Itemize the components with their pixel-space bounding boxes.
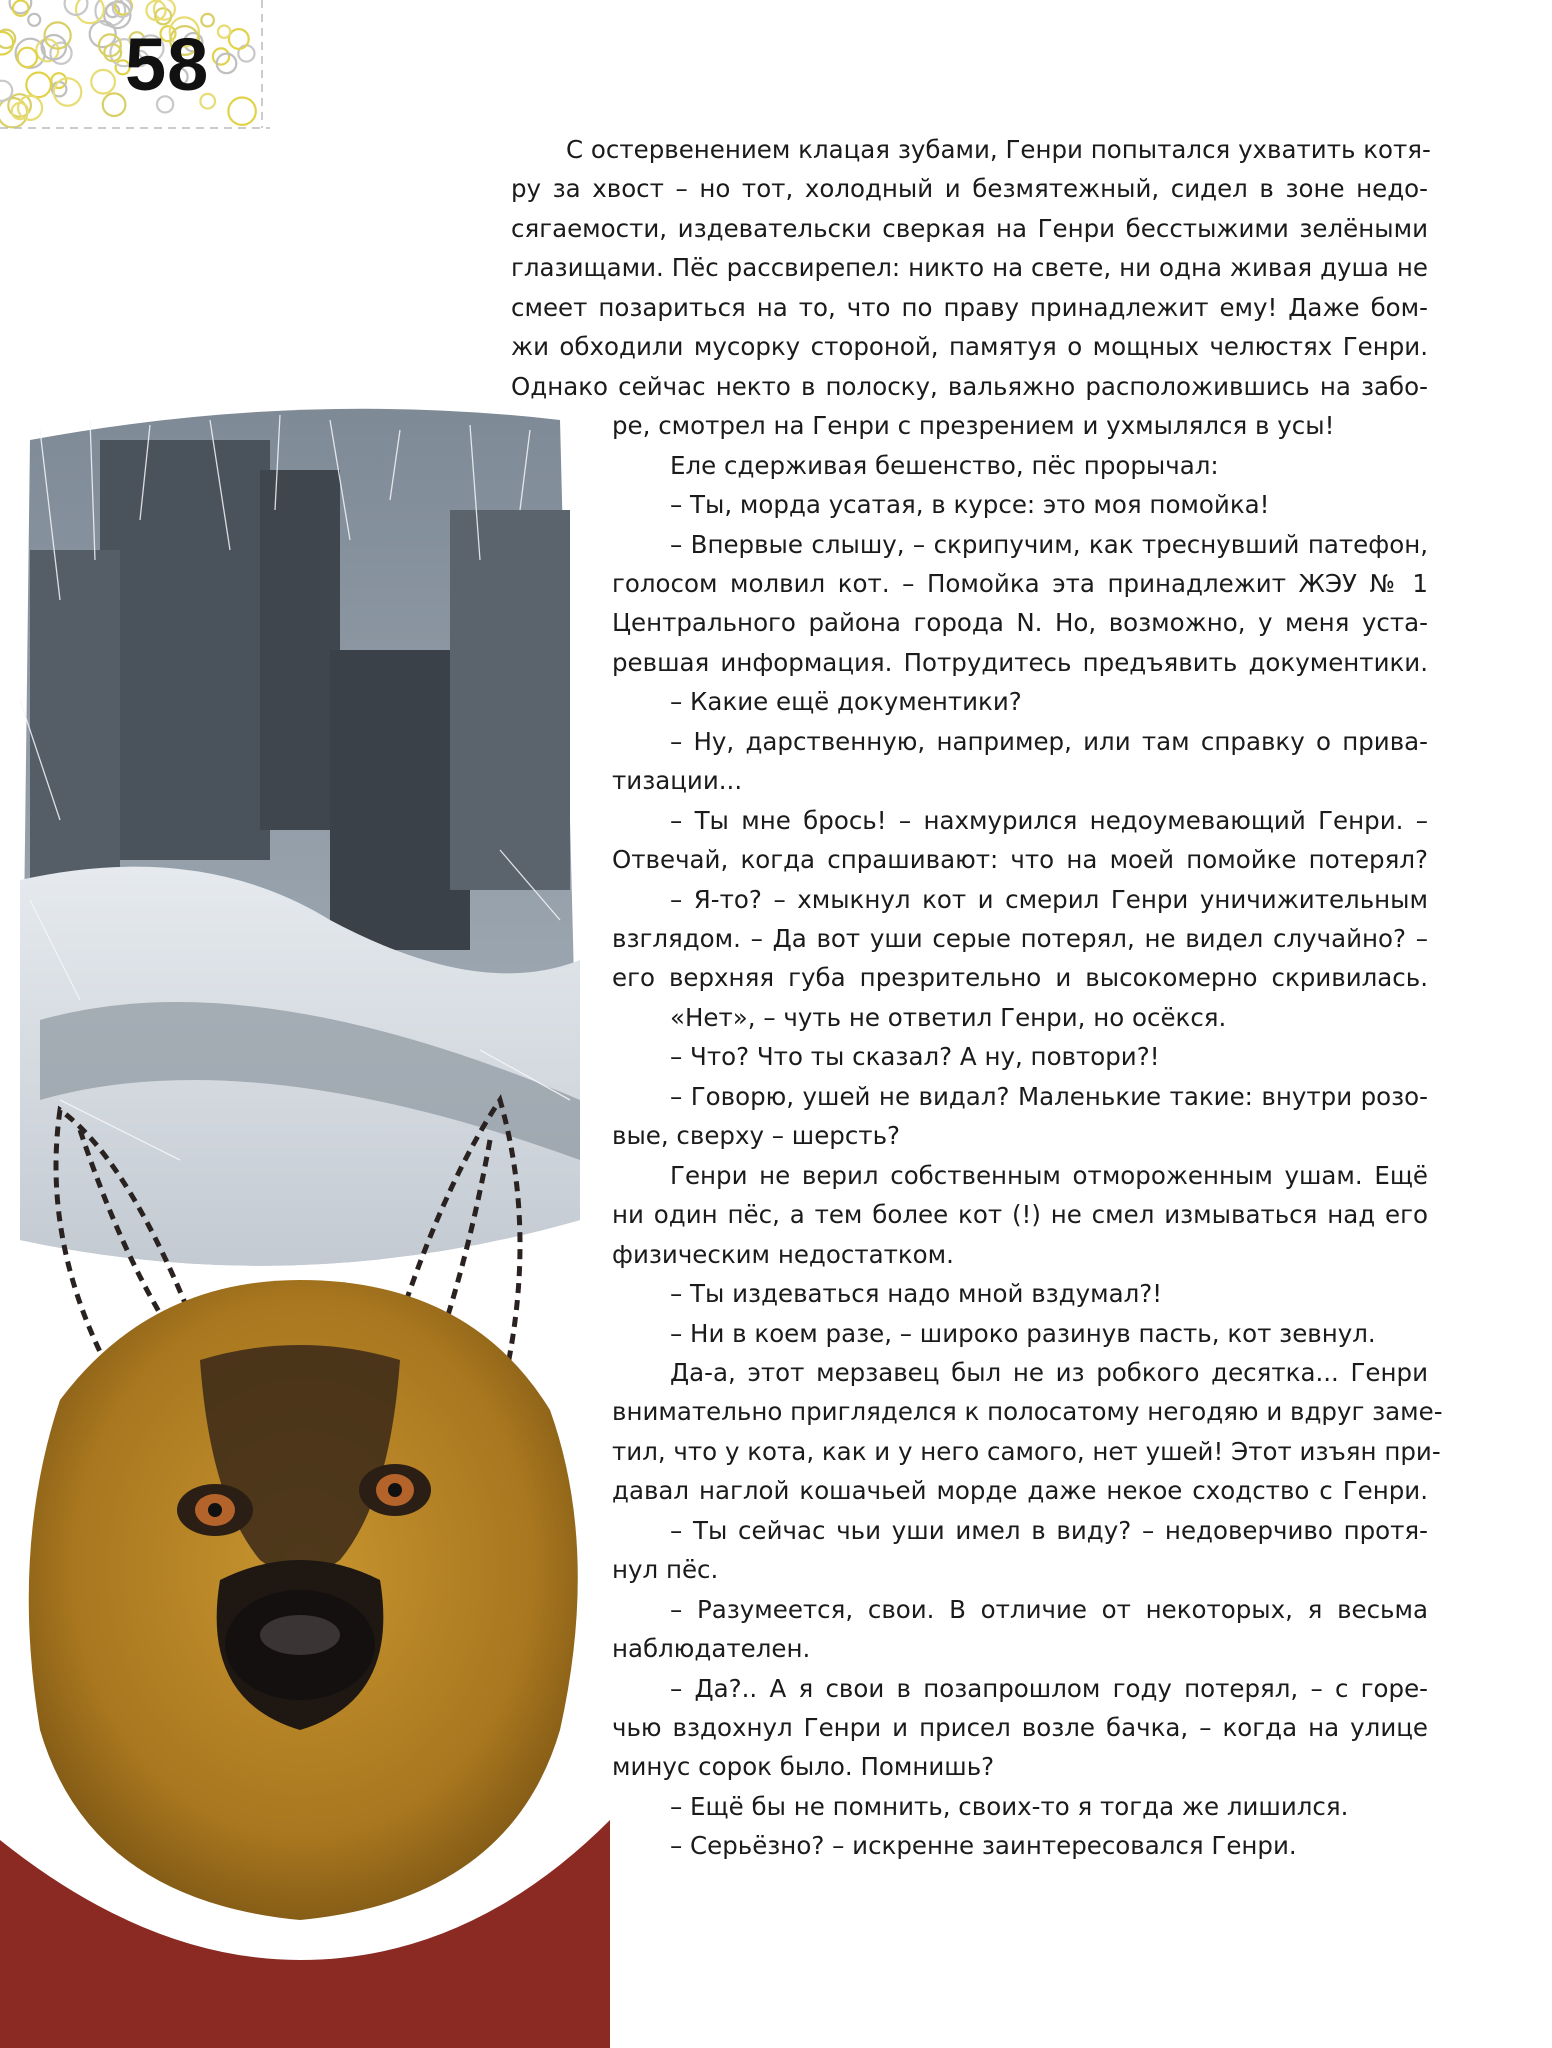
- text-line: – Ты, морда усатая, в курсе: это моя помойка!: [670, 490, 1270, 520]
- text-line: глазищами. Пёс рассвирепел: никто на свете, ни одна живая душа не: [511, 253, 1428, 283]
- text-line: – Ты издеваться надо мной вздумал?!: [670, 1279, 1163, 1309]
- text-line: – Ты сейчас чьи уши имел в виду? – недоверчиво протя-: [670, 1515, 1428, 1545]
- text-line: – Впервые слышу, – скрипучим, как треснувший патефон,: [670, 529, 1428, 559]
- text-line: – Ты мне брось! – нахмурился недоумевающий Генри. –: [670, 805, 1428, 835]
- text-line: ру за хвост – но тот, холодный и безмятежный, сидел в зоне недо-: [511, 174, 1428, 204]
- text-line: – Ну, дарственную, например, или там справку о прива-: [670, 726, 1428, 756]
- text-line: – Какие ещё документики?: [670, 687, 1022, 717]
- text-line: давал наглой кошачьей морде даже некое сходство с Генри.: [612, 1476, 1428, 1506]
- text-line: – Говорю, ушей не видал? Маленькие такие: внутри розо-: [670, 1081, 1428, 1111]
- text-line: – Серьёзно? – искренне заинтересовался Генри.: [670, 1831, 1297, 1861]
- text-line: Центрального района города N. Но, возможно, у меня уста-: [612, 608, 1428, 638]
- text-line: ре, смотрел на Генри с презрением и ухмылялся в усы!: [612, 411, 1335, 441]
- text-line: С остервенением клацая зубами, Генри попытался ухватить котя-: [566, 135, 1431, 164]
- text-line: жи обходили мусорку стороной, памятуя о мощных челюстях Генри.: [511, 332, 1428, 362]
- text-line: «Нет», – чуть не ответил Генри, но осёкся.: [670, 1002, 1227, 1032]
- text-line: тил, что у кота, как и у него самого, нет ушей! Этот изъян при-: [612, 1436, 1441, 1466]
- text-line: – Ещё бы не помнить, своих-то я тогда же лишился.: [670, 1791, 1349, 1821]
- text-line: – Да?.. А я свои в позапрошлом году потерял, – с горе-: [670, 1673, 1428, 1703]
- text-line: его верхняя губа презрительно и высокомерно скривилась.: [612, 963, 1428, 993]
- text-line: минус сорок было. Помнишь?: [612, 1752, 995, 1782]
- text-line: – Что? Что ты сказал? А ну, повтори?!: [670, 1042, 1160, 1072]
- text-line: Отвечай, когда спрашивают: что на моей помойке потерял?: [612, 845, 1428, 875]
- text-line: ни один пёс, а тем более кот (!) не смел измываться над его: [612, 1200, 1428, 1230]
- text-line: Генри не верил собственным отмороженным ушам. Ещё: [670, 1160, 1428, 1190]
- text-line: наблюдателен.: [612, 1634, 811, 1664]
- text-line: смеет позариться на то, что по праву принадлежит ему! Даже бом-: [511, 292, 1428, 322]
- page-number: 58: [125, 23, 210, 106]
- text-line: ревшая информация. Потрудитесь предъявить документики.: [612, 647, 1428, 677]
- text-line: сягаемости, издевательски сверкая на Генри бесстыжими зелёными: [511, 213, 1428, 243]
- text-line: – Ни в коем разе, – широко разинув пасть, кот зевнул.: [670, 1318, 1376, 1348]
- text-line: внимательно пригляделся к полосатому негодяю и вдруг заме-: [612, 1397, 1443, 1427]
- text-line: нул пёс.: [612, 1555, 719, 1585]
- text-line: тизации...: [612, 766, 743, 796]
- text-line: взглядом. – Да вот уши серые потерял, не видел случайно? –: [612, 924, 1428, 953]
- text-line: голосом молвил кот. – Помойка эта принадлежит ЖЭУ № 1: [612, 568, 1428, 598]
- text-line: Однако сейчас некто в полоску, вальяжно расположившись на забо-: [511, 371, 1428, 401]
- text-line: физическим недостатком.: [612, 1239, 954, 1269]
- text-line: вые, сверху – шерсть?: [612, 1121, 901, 1151]
- text-line: – Я-то? – хмыкнул кот и смерил Генри уничижительным: [670, 884, 1428, 914]
- text-line: Да-а, этот мерзавец был не из робкого десятка... Генри: [670, 1357, 1428, 1387]
- text-line: чью вздохнул Генри и присел возле бачка, – когда на улице: [612, 1713, 1428, 1742]
- text-line: – Разумеется, свои. В отличие от некоторых, я весьма: [670, 1594, 1428, 1624]
- text-line: Еле сдерживая бешенство, пёс прорычал:: [670, 450, 1219, 480]
